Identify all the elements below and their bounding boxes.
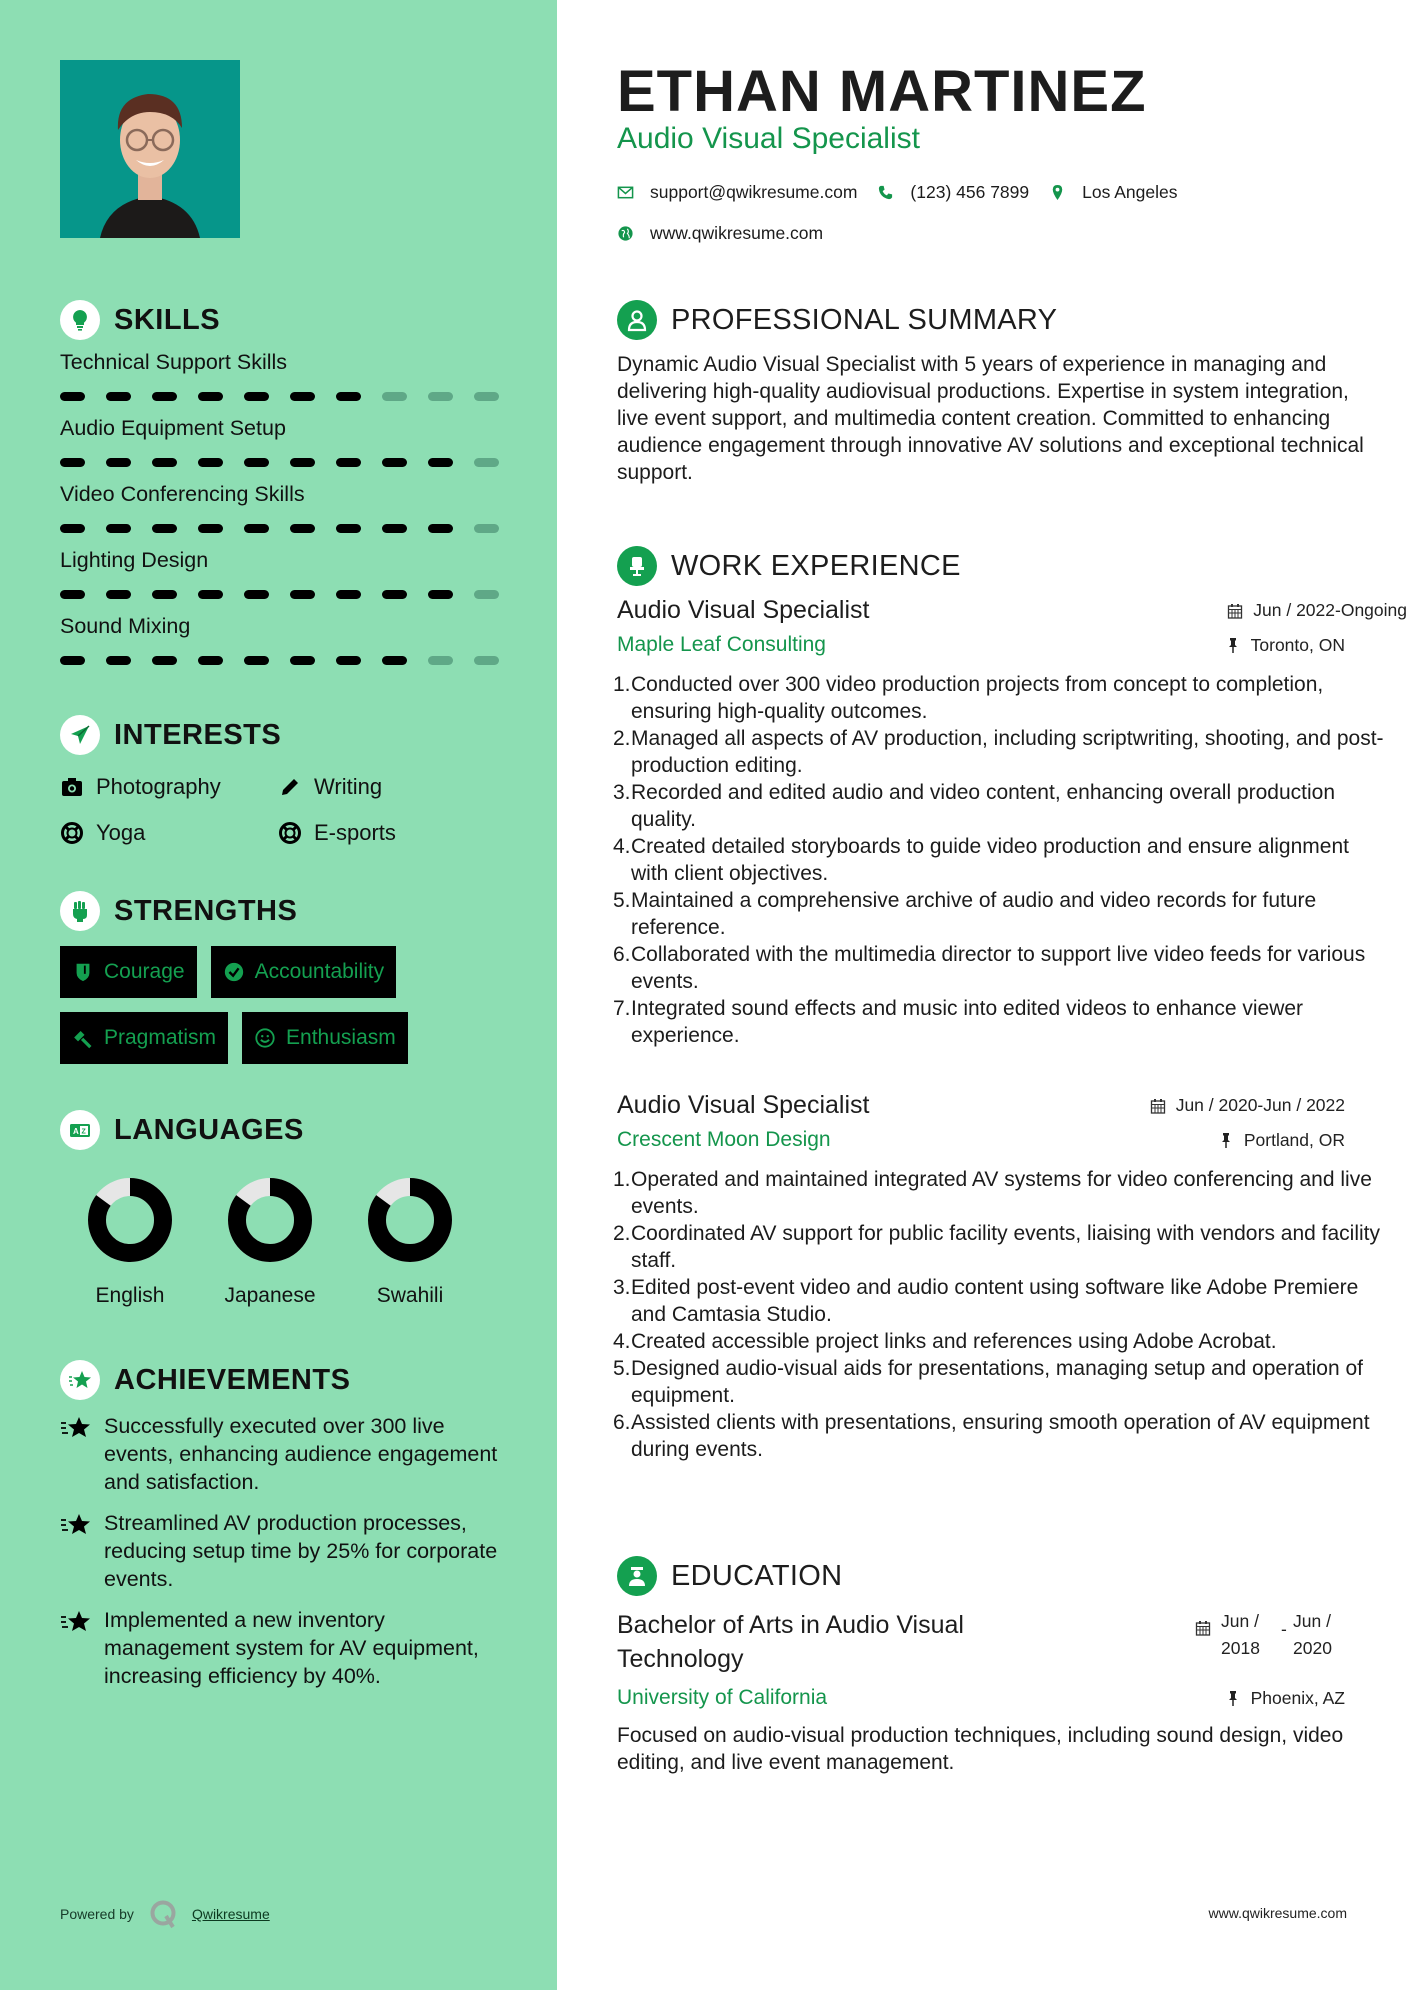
interest-item: Yoga	[60, 820, 278, 846]
strength-tag: Pragmatism	[60, 1012, 228, 1064]
responsibility-item: 6. Collaborated with the multimedia director to support live video feeds for various events.	[613, 943, 1366, 993]
pencil-icon	[278, 775, 302, 799]
job-date: Jun / 2020-Jun / 2022	[1150, 1095, 1345, 1116]
interest-item: Photography	[60, 774, 278, 800]
profile-photo	[60, 60, 240, 238]
location-contact: Los Angeles	[1049, 182, 1177, 203]
skill-level-meter	[60, 458, 500, 467]
achievement-item: Streamlined AV production processes, reducing setup time by 25% for corporate events.	[60, 1509, 500, 1593]
education-entry	[617, 1608, 1407, 1776]
phone-contact[interactable]: (123) 456 7899	[877, 182, 1029, 203]
interest-item: Writing	[278, 774, 496, 800]
job-entry	[613, 1091, 1407, 1463]
job-date: Jun / 2022-Ongoing	[1227, 600, 1407, 621]
user-icon	[617, 300, 657, 340]
education-description: Focused on audio-visual production techniques, including sound design, video editing, and live event management.	[617, 1724, 1344, 1774]
pushpin-icon	[1225, 1690, 1241, 1706]
achievement-item: Successfully executed over 300 live events, enhancing audience engagement and satisfaction.	[60, 1412, 500, 1496]
degree-title: Bachelor of Arts in Audio Visual Technology	[617, 1611, 964, 1673]
job-location: Portland, OR	[1218, 1130, 1345, 1151]
skill-level-meter	[60, 392, 500, 401]
education-location: Phoenix, AZ	[1225, 1688, 1345, 1709]
life-ring-icon	[60, 821, 84, 845]
job-responsibilities	[613, 1166, 1387, 1463]
gavel-icon	[72, 1027, 94, 1049]
contact-info	[617, 178, 1377, 260]
summary-heading: PROFESSIONAL SUMMARY	[617, 300, 1057, 340]
phone-icon	[877, 184, 894, 201]
company-name: Crescent Moon Design	[617, 1128, 831, 1151]
language-donut-chart	[226, 1176, 314, 1264]
shield-icon	[72, 961, 94, 983]
responsibility-item: 6. Assisted clients with presentations, ensuring smooth operation of AV equipment during events.	[613, 1411, 1370, 1461]
shooting-star-icon	[60, 1414, 92, 1442]
qwikresume-logo-icon	[148, 1898, 180, 1930]
language-item: Swahili	[340, 1176, 480, 1308]
translate-icon	[60, 1110, 100, 1150]
achievement-item: Implemented a new inventory management system for AV equipment, increasing efficiency by 40%.	[60, 1606, 500, 1690]
calendar-icon	[1227, 603, 1243, 619]
svg-text:A: A	[73, 1127, 79, 1136]
interests-heading: INTERESTS	[60, 715, 281, 755]
skill-level-meter	[60, 524, 500, 533]
skill-item: Audio Equipment Setup	[60, 416, 500, 467]
languages-heading: A Z LANGUAGES	[60, 1110, 304, 1150]
map-pin-icon	[1049, 184, 1066, 201]
strength-tag: Courage	[60, 946, 197, 998]
responsibility-item: 3. Recorded and edited audio and video content, enhancing overall production quality.	[613, 781, 1336, 831]
responsibility-item: 1. Operated and maintained integrated AV systems for video conferencing and live events.	[613, 1168, 1372, 1218]
language-donut-chart	[366, 1176, 454, 1264]
achievements-heading: ACHIEVEMENTS	[60, 1360, 350, 1400]
sidebar	[0, 0, 557, 1990]
skill-item: Sound Mixing	[60, 614, 500, 665]
summary-text: Dynamic Audio Visual Specialist with 5 years of experience in managing and delivering high-quality audiovisual productions. Expertise in system integration, live event support, and multimedia content creation. Committed to enhancing audience engagement through innovative AV solutions and exceptional technical support.	[617, 353, 1364, 484]
responsibility-item: 2. Coordinated AV support for public facility events, liaising with vendors and facility staff.	[613, 1222, 1380, 1272]
company-name: Maple Leaf Consulting	[617, 633, 826, 656]
interest-item: E-sports	[278, 820, 496, 846]
job-title: Audio Visual Specialist	[617, 596, 870, 624]
responsibility-item: 5. Maintained a comprehensive archive of audio and video records for future reference.	[613, 889, 1317, 939]
job-location: Toronto, ON	[1225, 635, 1345, 656]
pushpin-icon	[1218, 1132, 1234, 1148]
responsibility-item: 2. Managed all aspects of AV production, including scriptwriting, shooting, and post-production editing.	[613, 727, 1384, 777]
life-ring-icon	[278, 821, 302, 845]
calendar-icon	[1150, 1098, 1166, 1114]
shooting-star-icon	[60, 1511, 92, 1539]
responsibility-item: 4. Created detailed storyboards to guide video production and ensure alignment with client objectives.	[613, 835, 1349, 885]
person-photo-icon	[60, 60, 240, 238]
website-contact[interactable]: www.qwikresume.com	[617, 223, 823, 244]
fist-icon	[60, 891, 100, 931]
strength-tag: Enthusiasm	[242, 1012, 408, 1064]
skill-item: Lighting Design	[60, 548, 500, 599]
star-icon	[60, 1360, 100, 1400]
strengths-list	[60, 946, 520, 1078]
smile-icon	[254, 1027, 276, 1049]
skill-level-meter	[60, 590, 500, 599]
strength-tag: Accountability	[211, 946, 397, 998]
education-heading: EDUCATION	[617, 1556, 842, 1596]
language-item: English	[60, 1176, 200, 1308]
responsibility-item: 7. Integrated sound effects and music into edited videos to enhance viewer experience.	[613, 997, 1304, 1047]
job-entry	[613, 596, 1407, 1049]
interests-list	[60, 764, 500, 856]
main-content	[557, 0, 1407, 1990]
languages-list	[60, 1176, 480, 1308]
skills-heading: SKILLS	[60, 300, 220, 340]
job-title: Audio Visual Specialist	[617, 1091, 870, 1119]
check-circle-icon	[223, 961, 245, 983]
paper-plane-icon	[60, 715, 100, 755]
candidate-name: ETHAN MARTINEZ	[617, 59, 1147, 124]
pushpin-icon	[1225, 637, 1241, 653]
responsibility-item: 3. Edited post-event video and audio content using software like Adobe Premiere and Camtasia Studio.	[613, 1276, 1359, 1326]
lightbulb-icon	[60, 300, 100, 340]
svg-text:Z: Z	[81, 1128, 86, 1136]
strengths-heading: STRENGTHS	[60, 891, 297, 931]
experience-heading: WORK EXPERIENCE	[617, 546, 961, 586]
school-name: University of California	[617, 1686, 828, 1709]
footer-website-link[interactable]: www.qwikresume.com	[1208, 1905, 1347, 1921]
skill-item: Video Conferencing Skills	[60, 482, 500, 533]
shooting-star-icon	[60, 1608, 92, 1636]
language-item: Japanese	[200, 1176, 340, 1308]
education-date: Jun / 2018 - Jun / 2020	[1195, 1608, 1345, 1662]
calendar-icon	[1195, 1620, 1211, 1636]
camera-icon	[60, 775, 84, 799]
achievements-list	[60, 1412, 500, 1703]
responsibility-item: 1. Conducted over 300 video production projects from concept to completion, ensuring high-quality outcomes.	[613, 673, 1324, 723]
graduate-icon	[617, 1556, 657, 1596]
candidate-role: Audio Visual Specialist	[617, 122, 920, 155]
qwikresume-link[interactable]: Qwikresume	[191, 1906, 270, 1922]
powered-by: Powered by Qwikresume	[60, 1898, 270, 1930]
job-responsibilities	[613, 671, 1387, 1049]
responsibility-item: 5. Designed audio-visual aids for presentations, managing setup and operation of equipment.	[613, 1357, 1363, 1407]
envelope-icon	[617, 184, 634, 201]
responsibility-item: 4. Created accessible project links and references using Adobe Acrobat.	[613, 1330, 1277, 1353]
email-contact[interactable]: support@qwikresume.com	[617, 182, 857, 203]
language-donut-chart	[86, 1176, 174, 1264]
globe-icon	[617, 225, 634, 242]
skill-level-meter	[60, 656, 500, 665]
skill-item: Technical Support Skills	[60, 350, 500, 401]
office-chair-icon	[617, 546, 657, 586]
